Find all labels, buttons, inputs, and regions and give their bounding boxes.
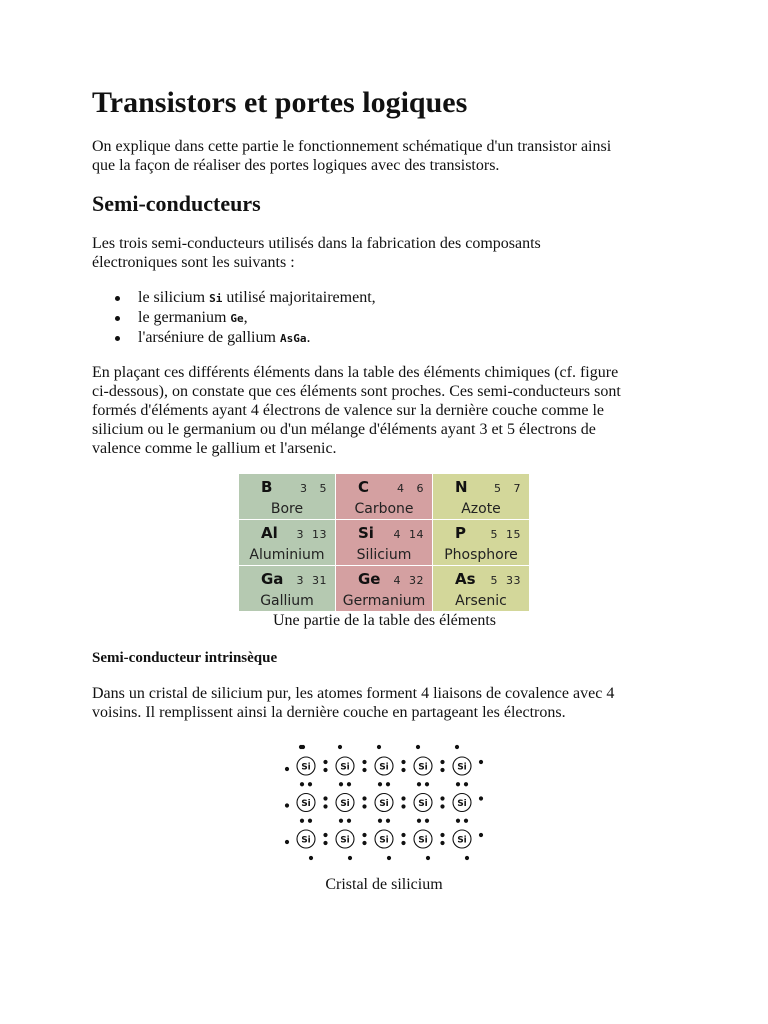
electron-dot (323, 796, 327, 800)
electron-dot (323, 833, 327, 837)
electron-dot (456, 819, 460, 823)
electron-dot (479, 833, 483, 837)
silicon-atom (375, 757, 393, 775)
electron-dot (440, 760, 444, 764)
electron-dot (338, 745, 342, 749)
electron-dot (301, 745, 305, 749)
table-caption: Une partie de la table des éléments (272, 612, 496, 629)
electron-dot (323, 841, 327, 845)
silicon-atom (336, 757, 354, 775)
electron-dot (362, 841, 366, 845)
electron-dot (377, 745, 381, 749)
electron-dot (464, 819, 468, 823)
electron-dot (362, 768, 366, 772)
electron-dot (362, 833, 366, 837)
silicon-crystal-diagram (280, 738, 490, 863)
electron-dot (378, 782, 382, 786)
electron-dot (339, 819, 343, 823)
electron-dot (285, 803, 289, 807)
silicon-atom (414, 757, 432, 775)
element-cell-c: C 4 6 Carbone (336, 474, 433, 520)
silicon-atom (297, 830, 315, 848)
electron-dot (300, 819, 304, 823)
list-item: le silicium Si utilisé majoritairement, (92, 288, 376, 308)
electron-dot (401, 768, 405, 772)
silicon-atom (375, 794, 393, 812)
silicon-atom (453, 794, 471, 812)
element-cell-si: Si 4 14 Silicium (336, 520, 433, 566)
electron-dot (401, 796, 405, 800)
list-item: l'arséniure de gallium AsGa. (92, 328, 376, 348)
electron-dot (323, 768, 327, 772)
electron-dot (417, 819, 421, 823)
electron-dot (479, 796, 483, 800)
intro-line-1: On explique dans cette partie le fonctionnement schématique d'un transistor ainsi (92, 138, 612, 155)
electron-dot (386, 782, 390, 786)
element-cell-al: Al 3 13 Aluminium (239, 520, 336, 566)
para1-line-1: Les trois semi-conducteurs utilisés dans la fabrication des composants (92, 235, 541, 252)
periodic-table-figure (239, 474, 530, 612)
silicon-atom-label: Si (340, 762, 350, 773)
electron-dot (455, 745, 459, 749)
electron-dot (440, 833, 444, 837)
electron-dot (347, 782, 351, 786)
electron-dot (339, 782, 343, 786)
para2-line-4: silicium ou le germanium ou d'un mélange d'éléments ayant 3 et 5 électrons de (92, 421, 596, 438)
electron-dot (417, 782, 421, 786)
silicon-atom-label: Si (418, 762, 428, 773)
silicon-atom (414, 830, 432, 848)
electron-dot (426, 856, 430, 860)
electron-dot (362, 804, 366, 808)
electron-dot (362, 760, 366, 764)
electron-dot (401, 760, 405, 764)
intro-line-2: que la façon de réaliser des portes logiques avec des transistors. (92, 157, 500, 174)
electron-dot (300, 782, 304, 786)
electron-dot (285, 840, 289, 844)
subsection-title: Semi-conducteur intrinsèque (92, 650, 278, 666)
electron-dot (465, 856, 469, 860)
electron-dot (440, 768, 444, 772)
element-cell-ga: Ga 3 31 Gallium (239, 566, 336, 612)
electron-dot (440, 841, 444, 845)
silicon-atom-label: Si (301, 835, 311, 846)
silicon-atom-label: Si (301, 762, 311, 773)
electron-dot (464, 782, 468, 786)
page-title: Transistors et portes logiques (92, 86, 468, 119)
electron-dot (425, 819, 429, 823)
electron-dot (323, 760, 327, 764)
semiconductor-list (92, 288, 376, 348)
electron-dot (425, 782, 429, 786)
silicon-atom-label: Si (457, 835, 467, 846)
silicon-atom-label: Si (418, 835, 428, 846)
para3-line-1: Dans un cristal de silicium pur, les atomes forment 4 liaisons de covalence avec 4 (92, 685, 615, 702)
electron-dot (323, 804, 327, 808)
silicon-atom (414, 794, 432, 812)
element-cell-ge: Ge 4 32 Germanium (336, 566, 433, 612)
electron-dot (308, 782, 312, 786)
silicon-atom (453, 830, 471, 848)
element-cell-p: P 5 15 Phosphore (433, 520, 530, 566)
electron-dot (479, 760, 483, 764)
electron-dot (440, 796, 444, 800)
para2-line-1: En plaçant ces différents éléments dans la table des éléments chimiques (cf. figure (92, 364, 619, 381)
silicon-atom-label: Si (418, 799, 428, 809)
silicon-atom (336, 830, 354, 848)
electron-dot (308, 819, 312, 823)
list-item: le germanium Ge, (92, 308, 376, 328)
silicon-atom (336, 794, 354, 812)
para3-line-2: voisins. Il remplissent ainsi la dernière couche en partageant les électrons. (92, 704, 566, 721)
silicon-atom (297, 757, 315, 775)
electron-dot (401, 804, 405, 808)
electron-dot (440, 804, 444, 808)
section-title: Semi-conducteurs (92, 191, 261, 216)
silicon-atom (375, 830, 393, 848)
electron-dot (285, 767, 289, 771)
silicon-atom (453, 757, 471, 775)
electron-dot (401, 833, 405, 837)
electron-dot (347, 819, 351, 823)
electron-dot (387, 856, 391, 860)
silicon-atom-label: Si (379, 799, 389, 809)
para2-line-5: valence comme le gallium et l'arsenic. (92, 440, 337, 457)
electron-dot (456, 782, 460, 786)
electron-dot (416, 745, 420, 749)
electron-dot (362, 796, 366, 800)
silicon-atom-label: Si (457, 762, 467, 773)
silicon-atom-label: Si (301, 799, 311, 809)
para2-line-3: formés d'éléments ayant 4 électrons de valence sur la dernière couche comme le (92, 402, 604, 419)
element-cell-as: As 5 33 Arsenic (433, 566, 530, 612)
element-cell-n: N 5 7 Azote (433, 474, 530, 520)
electron-dot (401, 841, 405, 845)
electron-dot (386, 819, 390, 823)
silicon-atom-label: Si (340, 799, 350, 809)
electron-dot (378, 819, 382, 823)
para2-line-2: ci-dessous), on constate que ces éléments sont proches. Ces semi-conducteurs sont (92, 383, 621, 400)
silicon-atom (297, 794, 315, 812)
electron-dot (348, 856, 352, 860)
element-cell-b: B 3 5 Bore (239, 474, 336, 520)
electron-dot (309, 856, 313, 860)
silicon-atom-label: Si (379, 835, 389, 846)
silicon-atom-label: Si (379, 762, 389, 773)
silicon-atom-label: Si (340, 835, 350, 846)
silicon-atom-label: Si (457, 799, 467, 809)
crystal-caption: Cristal de silicium (325, 876, 443, 893)
para1-line-2: électroniques sont les suivants : (92, 254, 295, 271)
